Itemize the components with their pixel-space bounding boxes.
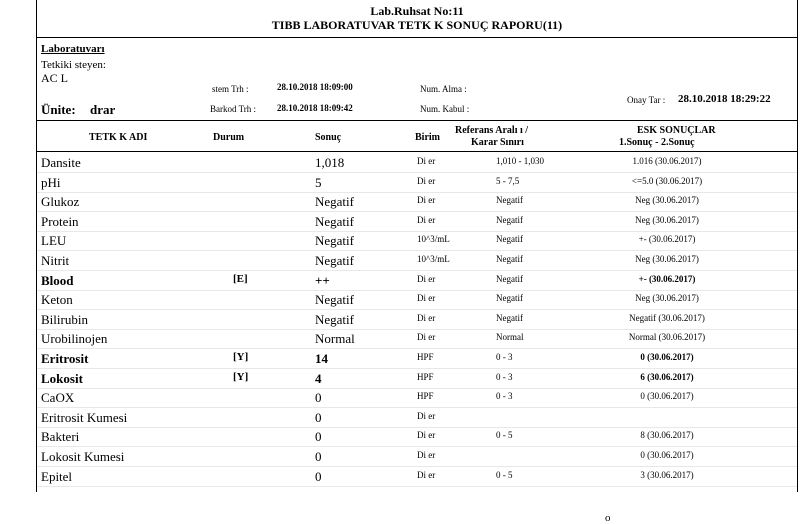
result-value: 0 xyxy=(315,468,322,484)
previous-result: 1.016 (30.06.2017) xyxy=(632,156,702,166)
test-name: Protein xyxy=(41,213,79,229)
previous-result: Negatif (30.06.2017) xyxy=(629,312,705,323)
result-value: 0 xyxy=(315,390,322,406)
unit-value: HPF xyxy=(417,391,434,402)
previous-result: 0 (30.06.2017) xyxy=(640,450,694,460)
reference-range: Negatif xyxy=(496,214,523,225)
table-row xyxy=(37,426,797,447)
result-value: Negatif xyxy=(315,253,354,268)
unit-value: Di er xyxy=(417,156,436,166)
unit-value: Di er xyxy=(417,410,436,421)
result-value: Negatif xyxy=(315,194,354,210)
reference-range: Negatif xyxy=(496,195,523,206)
table-row xyxy=(37,387,797,408)
test-name: Blood xyxy=(41,272,74,288)
reference-range: 0 - 3 xyxy=(496,371,513,382)
table-row xyxy=(37,328,797,349)
table-row xyxy=(37,368,797,389)
unit-value: HPF xyxy=(417,352,434,362)
table-row xyxy=(37,407,797,428)
table-row xyxy=(37,230,797,251)
test-name: Lokosit xyxy=(41,370,83,386)
previous-result: 6 (30.06.2017) xyxy=(640,371,694,382)
col-header-ref-1: Referans Aralı ı / xyxy=(455,125,529,136)
previous-result: 0 (30.06.2017) xyxy=(640,391,694,402)
status-flag: [Y] xyxy=(233,370,249,383)
previous-result: Neg (30.06.2017) xyxy=(635,195,699,206)
sample-accept-label: Num. Kabul : xyxy=(420,104,470,114)
unit-value: Di er xyxy=(417,430,436,441)
stem-date-label: stem Trh : xyxy=(212,84,249,94)
col-header-status: Durum xyxy=(213,132,245,143)
unit-value: Di er xyxy=(417,175,436,186)
previous-result: 8 (30.06.2017) xyxy=(640,430,694,441)
table-row xyxy=(37,309,797,330)
result-value: Normal xyxy=(315,331,355,347)
col-header-old-1: ESK SONUÇLAR xyxy=(637,125,716,136)
col-header-name: TETK K ADI xyxy=(89,132,148,143)
reference-range: Negatif xyxy=(496,234,523,245)
result-value: 0 xyxy=(315,429,322,445)
previous-result: +- (30.06.2017) xyxy=(638,273,696,284)
test-name: Urobilinojen xyxy=(41,331,108,347)
lab-label: Laboratuvarı xyxy=(41,43,105,55)
table-row xyxy=(37,191,797,212)
result-value: ++ xyxy=(315,272,330,288)
col-header-old-2: 1.Sonuç - 2.Sonuç xyxy=(619,137,695,148)
result-value: 0 xyxy=(315,449,322,464)
test-name: Bakteri xyxy=(41,429,80,445)
result-value: 5 xyxy=(315,174,322,190)
unit-value: Di er xyxy=(417,214,436,225)
unit-value: Di er xyxy=(417,293,436,304)
table-row xyxy=(37,270,797,291)
reference-range: Normal xyxy=(496,332,524,343)
unit-value: 10^3/mL xyxy=(417,254,450,264)
result-value: 4 xyxy=(315,370,322,386)
approval-date-value: 28.10.2018 18:29:22 xyxy=(678,93,771,105)
report-title: TIBB LABORATUVAR TETK K SONUÇ RAPORU(11) xyxy=(271,18,563,32)
test-name: LEU xyxy=(41,233,67,249)
reference-range: Negatif xyxy=(496,312,523,323)
previous-result: Neg (30.06.2017) xyxy=(635,214,699,225)
barcode-date-label: Barkod Trh : xyxy=(210,104,257,114)
test-name: Keton xyxy=(41,292,73,308)
reference-range: 5 - 7,5 xyxy=(496,175,520,186)
barcode-date-value: 28.10.2018 18:09:42 xyxy=(277,103,353,113)
table-row xyxy=(37,211,797,232)
test-name: Nitrit xyxy=(41,253,70,268)
test-name: CaOX xyxy=(41,390,75,406)
test-name: pHi xyxy=(41,174,61,190)
reference-range: 0 - 3 xyxy=(496,352,513,362)
table-row xyxy=(37,250,797,271)
table-row xyxy=(37,446,797,467)
result-value: Negatif xyxy=(315,233,354,249)
test-name: Eritrosit xyxy=(41,351,89,366)
report-header xyxy=(37,0,797,38)
test-name: Epitel xyxy=(41,468,73,484)
page-fragment: o xyxy=(605,512,611,524)
result-value: 0 xyxy=(315,409,322,425)
previous-result: 3 (30.06.2017) xyxy=(640,469,694,480)
approval-date-label: Onay Tar : xyxy=(627,95,666,105)
col-header-result: Sonuç xyxy=(315,132,342,143)
test-name: Dansite xyxy=(41,155,81,170)
test-name: Eritrosit Kumesi xyxy=(41,409,128,425)
previous-result: <=5.0 (30.06.2017) xyxy=(631,175,703,186)
col-header-unit: Birim xyxy=(415,132,440,143)
col-header-ref-2: Karar Sınırı xyxy=(471,137,524,148)
result-value: 14 xyxy=(315,351,328,366)
table-row xyxy=(37,289,797,310)
previous-result: 0 (30.06.2017) xyxy=(640,352,694,362)
reference-range: Negatif xyxy=(496,273,523,284)
license-number: Lab.Ruhsat No:11 xyxy=(370,4,464,18)
result-value: Negatif xyxy=(315,292,354,308)
sample-collect-label: Num. Alma : xyxy=(420,84,467,94)
test-name: Lokosit Kumesi xyxy=(41,449,125,464)
table-row xyxy=(37,466,797,487)
previous-result: +- (30.06.2017) xyxy=(638,234,696,245)
report-frame xyxy=(36,0,798,492)
unit-value: Di er xyxy=(417,312,436,323)
header-divider-top xyxy=(37,120,797,121)
table-row xyxy=(37,348,797,369)
previous-result: Normal (30.06.2017) xyxy=(628,332,706,343)
unit-value: HPF xyxy=(417,371,434,382)
unit-value: 10^3/mL xyxy=(417,234,450,245)
status-flag: [E] xyxy=(233,272,248,285)
unit-value: drar xyxy=(90,102,116,117)
status-flag: [Y] xyxy=(233,351,249,363)
result-value: Negatif xyxy=(315,311,354,327)
unit-value: Di er xyxy=(417,450,436,460)
result-value: 1,018 xyxy=(315,155,345,170)
test-name: Bilirubin xyxy=(41,311,88,327)
reference-range: 1,010 - 1,030 xyxy=(496,156,544,166)
reference-range: 0 - 5 xyxy=(496,469,513,480)
reference-range: 0 - 3 xyxy=(496,391,513,402)
table-row xyxy=(37,172,797,193)
previous-result: Neg (30.06.2017) xyxy=(635,254,699,264)
unit-value: Di er xyxy=(417,332,436,343)
reference-range: Negatif xyxy=(496,293,523,304)
unit-value: Di er xyxy=(417,195,436,206)
table-row xyxy=(37,152,797,173)
unit-value: Di er xyxy=(417,273,436,284)
requester-value: AC L xyxy=(41,71,68,85)
requester-label: Tetkiki steyen: xyxy=(41,59,106,71)
unit-label: Ünite: xyxy=(41,102,76,117)
test-name: Glukoz xyxy=(41,194,80,210)
reference-range: 0 - 5 xyxy=(496,430,513,441)
previous-result: Neg (30.06.2017) xyxy=(635,293,699,304)
stem-date-value: 28.10.2018 18:09:00 xyxy=(277,82,353,92)
result-value: Negatif xyxy=(315,213,354,229)
unit-value: Di er xyxy=(417,469,436,480)
reference-range: Negatif xyxy=(496,254,523,264)
